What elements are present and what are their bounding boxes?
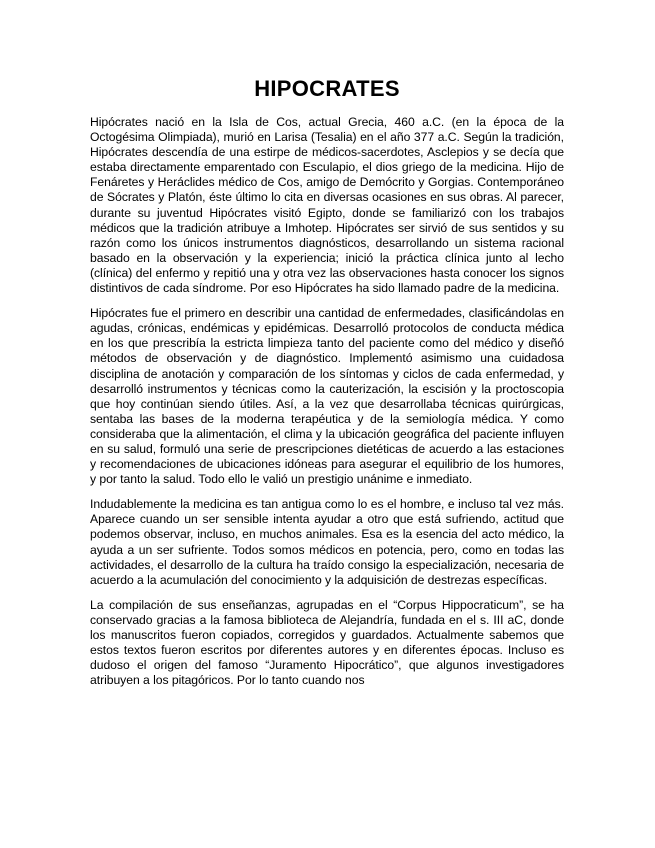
paragraph-4: La compilación de sus enseñanzas, agrupadas en el “Corpus Hippocraticum”, se ha conservado gracias a la famosa biblioteca de Alejandría, fundada en el s. III aC, donde los manuscritos fueron copiados, corregidos y guardados. Actualmente sabemos que estos textos fueron escritos por diferentes autores y en diferentes épocas. Incluso es dudoso el origen del famoso “Juramento Hipocrático”, que algunos investigadores atribuyen a los pitagóricos. Por lo tanto cuando nos (90, 597, 564, 688)
document-page (90, 76, 564, 698)
paragraph-2: Hipócrates fue el primero en describir una cantidad de enfermedades, clasificándolas en agudas, crónicas, endémicas y epidémicas. Desarrolló protocolos de conducta médica en los que prescribía la estricta limpieza tanto del paciente como del médico y diseñó métodos de observación y de diagnóstico. Implementó asimismo una cuidadosa disciplina de anotación y comparación de los síntomas y ciclos de cada enfermedad, y desarrolló instrumentos y técnicas como la cauterización, la escisión y la proctoscopia que hoy continúan siendo útiles. Así, a la vez que desarrollaba técnicas quirúrgicas, sentaba las bases de la moderna terapéutica y de la semiología médica. Y como consideraba que la alimentación, el clima y la ubicación geográfica del paciente influyen en su salud, formuló una serie de prescripciones dietéticas de acuerdo a las estaciones y recomendaciones de ubicaciones idóneas para asegurar el equilibrio de los humores, y por tanto la salud. Todo ello le valió un prestigio unánime e inmediato. (90, 306, 564, 487)
document-title: HIPOCRATES (254, 76, 400, 101)
paragraph-3: Indudablemente la medicina es tan antigua como lo es el hombre, e incluso tal vez más. Aparece cuando un ser sensible intenta ayudar a otro que está sufriendo, actitud que podemos observar, incluso, en muchos animales. Esa es la esencia del acto médico, la ayuda a un ser sufriente. Todos somos médicos en potencia, pero, como en todas las actividades, el desarrollo de la cultura ha traído consigo la especialización, necesaria de acuerdo a la acumulación del conocimiento y la adquisición de destrezas específicas. (90, 497, 564, 587)
paragraph-1: Hipócrates nació en la Isla de Cos, actual Grecia, 460 a.C. (en la época de la Octogésima Olimpiada), murió en Larisa (Tesalia) en el año 377 a.C. Según la tradición, Hipócrates descendía de una estirpe de médicos-sacerdotes, Asclepios y se decía que estaba directamente emparentado con Esculapio, el dios griego de la medicina. Hijo de Fenáretes y Heráclides médico de Cos, amigo de Demócrito y Gorgias. Contemporáneo de Sócrates y Platón, éste último lo cita en diversas ocasiones en sus obras. Al parecer, durante su juventud Hipócrates visitó Egipto, donde se familiarizó con los trabajos médicos que la tradición atribuye a Imhotep. Hipócrates ser sirvió de sus sentidos y su razón como los únicos instrumentos diagnósticos, desarrollando un sistema racional basado en la observación y la experiencia; inició la práctica clínica junto al lecho (clínica) del enfermo y repitió una y otra vez las observaciones hasta conocer los signos distintivos de cada síndrome. Por eso Hipócrates ha sido llamado padre de la medicina. (90, 115, 564, 296)
